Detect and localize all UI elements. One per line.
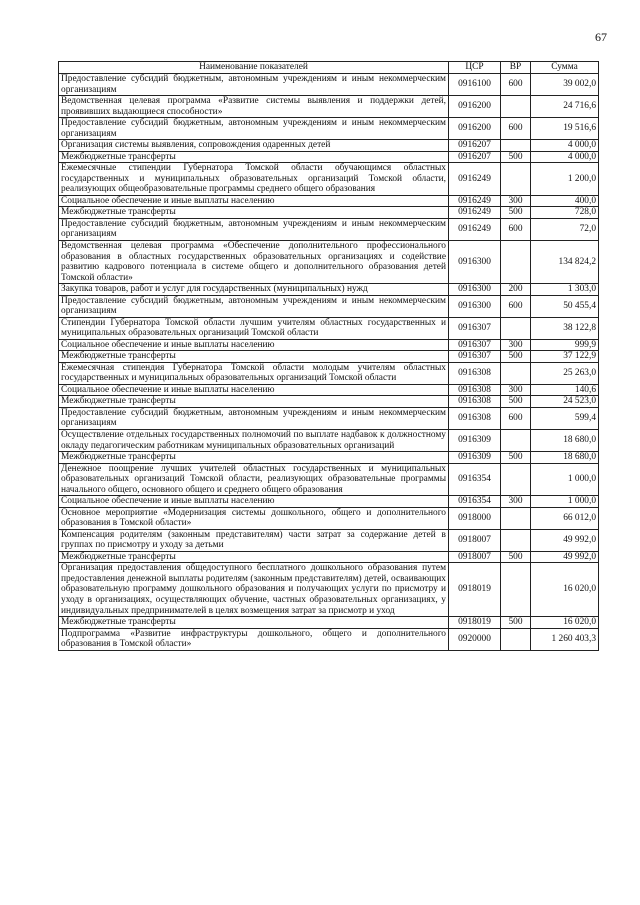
table-row (59, 628, 599, 650)
row-name-cell: Ежемесячные стипендии Губернатора Томской области обучающимся областных государственных и муниципальных образовательных организаций Томской области, реализующих общеобразовательные программы среднего общего образования (59, 163, 449, 196)
table-row (59, 529, 599, 551)
row-vr-cell (501, 563, 531, 617)
table-row (59, 362, 599, 384)
row-name-cell: Компенсация родителям (законным представителям) части затрат за содержание детей в группах по присмотру и уходу за детьми (59, 529, 449, 551)
row-vr-cell: 600 (501, 295, 531, 317)
row-name-cell: Межбюджетные трансферты (59, 207, 449, 219)
row-csr-cell: 0916307 (449, 351, 501, 363)
row-name-cell: Межбюджетные трансферты (59, 351, 449, 363)
row-csr-cell: 0918019 (449, 563, 501, 617)
row-name-cell: Ежемесячная стипендия Губернатора Томской области молодым учителям областных государственных и муниципальных образовательных организаций Томской области (59, 362, 449, 384)
table-row (59, 463, 599, 496)
row-name-cell: Межбюджетные трансферты (59, 396, 449, 408)
row-sum-cell: 140,6 (531, 384, 599, 396)
row-name-cell: Предоставление субсидий бюджетным, автономным учреждениям и иным некоммерческим организациям (59, 407, 449, 429)
row-vr-cell: 600 (501, 74, 531, 96)
table-row (59, 339, 599, 351)
row-csr-cell: 0920000 (449, 628, 501, 650)
row-name-cell: Межбюджетные трансферты (59, 617, 449, 629)
row-vr-cell: 500 (501, 151, 531, 163)
row-vr-cell: 300 (501, 339, 531, 351)
row-vr-cell: 500 (501, 396, 531, 408)
row-vr-cell (501, 529, 531, 551)
row-vr-cell: 500 (501, 207, 531, 219)
row-csr-cell: 0916300 (449, 240, 501, 283)
table-row (59, 507, 599, 529)
row-csr-cell: 0916308 (449, 362, 501, 384)
row-name-cell: Социальное обеспечение и иные выплаты населению (59, 195, 449, 207)
row-sum-cell: 24 716,6 (531, 96, 599, 118)
row-csr-cell: 0916207 (449, 151, 501, 163)
row-vr-cell: 600 (501, 118, 531, 140)
table-row (59, 195, 599, 207)
table-row (59, 151, 599, 163)
row-csr-cell: 0916308 (449, 396, 501, 408)
row-vr-cell (501, 463, 531, 496)
row-sum-cell: 134 824,2 (531, 240, 599, 283)
row-sum-cell: 1 200,0 (531, 163, 599, 196)
table-row (59, 407, 599, 429)
row-csr-cell: 0916309 (449, 452, 501, 464)
row-name-cell: Ведомственная целевая программа «Обеспечение дополнительного профессионального образования в областных государственных образовательных организациях и содействие развитию кадрового потенциала в системе общего и дополнительного образования детей Томской области» (59, 240, 449, 283)
row-sum-cell: 16 020,0 (531, 617, 599, 629)
row-vr-cell (501, 140, 531, 152)
table-header-row (59, 62, 599, 74)
row-name-cell: Межбюджетные трансферты (59, 452, 449, 464)
row-sum-cell: 1 260 403,3 (531, 628, 599, 650)
row-sum-cell: 400,0 (531, 195, 599, 207)
table-row (59, 563, 599, 617)
table-row (59, 74, 599, 96)
row-csr-cell: 0916309 (449, 430, 501, 452)
row-sum-cell: 25 263,0 (531, 362, 599, 384)
row-sum-cell: 4 000,0 (531, 151, 599, 163)
row-csr-cell: 0916307 (449, 339, 501, 351)
row-csr-cell: 0916200 (449, 118, 501, 140)
row-name-cell: Предоставление субсидий бюджетным, автономным учреждениям и иным некоммерческим организациям (59, 218, 449, 240)
row-sum-cell: 728,0 (531, 207, 599, 219)
table-row (59, 317, 599, 339)
row-vr-cell: 500 (501, 551, 531, 563)
row-csr-cell: 0918007 (449, 551, 501, 563)
row-vr-cell (501, 430, 531, 452)
row-name-cell: Основное мероприятие «Модернизация системы дошкольного, общего и дополнительного образования в Томской области» (59, 507, 449, 529)
row-sum-cell: 49 992,0 (531, 551, 599, 563)
column-header-sum: Сумма (531, 62, 599, 74)
row-sum-cell: 38 122,8 (531, 317, 599, 339)
row-name-cell: Осуществление отдельных государственных полномочий по выплате надбавок к должностному окладу педагогическим работникам муниципальных образовательных организаций (59, 430, 449, 452)
row-vr-cell: 600 (501, 218, 531, 240)
row-name-cell: Ведомственная целевая программа «Развитие системы выявления и поддержки детей, проявивших выдающиеся способности» (59, 96, 449, 118)
row-sum-cell: 599,4 (531, 407, 599, 429)
table-row (59, 284, 599, 296)
row-vr-cell: 200 (501, 284, 531, 296)
row-vr-cell: 300 (501, 384, 531, 396)
row-name-cell: Социальное обеспечение и иные выплаты населению (59, 339, 449, 351)
column-header-vr: ВР (501, 62, 531, 74)
row-vr-cell: 300 (501, 195, 531, 207)
row-name-cell: Денежное поощрение лучших учителей областных государственных и муниципальных образовательных организаций Томской области, реализующих образовательные программы начального общего, основного общего и среднего общего образования (59, 463, 449, 496)
table-row (59, 295, 599, 317)
table-row (59, 351, 599, 363)
row-sum-cell: 18 680,0 (531, 452, 599, 464)
row-csr-cell: 0916249 (449, 218, 501, 240)
row-name-cell: Социальное обеспечение и иные выплаты населению (59, 384, 449, 396)
budget-table (58, 61, 599, 651)
row-sum-cell: 66 012,0 (531, 507, 599, 529)
row-csr-cell: 0916249 (449, 207, 501, 219)
row-vr-cell (501, 96, 531, 118)
row-csr-cell: 0916308 (449, 407, 501, 429)
row-sum-cell: 1 303,0 (531, 284, 599, 296)
table-row (59, 140, 599, 152)
row-vr-cell (501, 628, 531, 650)
row-sum-cell: 24 523,0 (531, 396, 599, 408)
table-row (59, 496, 599, 508)
row-csr-cell: 0916354 (449, 463, 501, 496)
row-vr-cell: 300 (501, 496, 531, 508)
table-row (59, 396, 599, 408)
row-vr-cell: 500 (501, 351, 531, 363)
column-header-csr: ЦСР (449, 62, 501, 74)
table-row (59, 240, 599, 283)
row-name-cell: Предоставление субсидий бюджетным, автономным учреждениям и иным некоммерческим организациям (59, 295, 449, 317)
row-vr-cell (501, 507, 531, 529)
row-sum-cell: 72,0 (531, 218, 599, 240)
row-vr-cell: 500 (501, 617, 531, 629)
row-sum-cell: 1 000,0 (531, 496, 599, 508)
table-row (59, 452, 599, 464)
table-row (59, 218, 599, 240)
row-vr-cell (501, 240, 531, 283)
row-csr-cell: 0918019 (449, 617, 501, 629)
column-header-name: Наименование показателей (59, 62, 449, 74)
row-csr-cell: 0916249 (449, 195, 501, 207)
row-vr-cell (501, 317, 531, 339)
row-sum-cell: 999,9 (531, 339, 599, 351)
row-vr-cell: 500 (501, 452, 531, 464)
row-vr-cell: 600 (501, 407, 531, 429)
row-sum-cell: 50 455,4 (531, 295, 599, 317)
table-row (59, 384, 599, 396)
table-row (59, 551, 599, 563)
row-name-cell: Организация предоставления общедоступного бесплатного дошкольного образования путем предоставления денежной выплаты родителям (законным представителям) детей, осваивающих образовательную программу дошкольного образования и получающих услуги по присмотру и уходу в организациях, осуществляющих обучение, частных образовательных организациях, у индивидуальных предпринимателей в целях возмещения затрат за присмотр и уход (59, 563, 449, 617)
table-row (59, 207, 599, 219)
row-name-cell: Социальное обеспечение и иные выплаты населению (59, 496, 449, 508)
row-vr-cell (501, 362, 531, 384)
row-csr-cell: 0916354 (449, 496, 501, 508)
table-row (59, 617, 599, 629)
row-name-cell: Предоставление субсидий бюджетным, автономным учреждениям и иным некоммерческим организациям (59, 74, 449, 96)
row-csr-cell: 0918007 (449, 529, 501, 551)
row-sum-cell: 18 680,0 (531, 430, 599, 452)
row-csr-cell: 0916200 (449, 96, 501, 118)
row-csr-cell: 0916307 (449, 317, 501, 339)
table-row (59, 118, 599, 140)
page-number: 67 (595, 30, 607, 44)
row-csr-cell: 0916249 (449, 163, 501, 196)
row-sum-cell: 37 122,9 (531, 351, 599, 363)
row-name-cell: Межбюджетные трансферты (59, 551, 449, 563)
row-sum-cell: 39 002,0 (531, 74, 599, 96)
row-sum-cell: 49 992,0 (531, 529, 599, 551)
row-csr-cell: 0916300 (449, 284, 501, 296)
row-csr-cell: 0916300 (449, 295, 501, 317)
row-vr-cell (501, 163, 531, 196)
row-name-cell: Стипендии Губернатора Томской области лучшим учителям областных государственных и муниципальных образовательных организаций Томской области (59, 317, 449, 339)
row-csr-cell: 0916308 (449, 384, 501, 396)
row-csr-cell: 0916207 (449, 140, 501, 152)
row-name-cell: Закупка товаров, работ и услуг для государственных (муниципальных) нужд (59, 284, 449, 296)
row-name-cell: Подпрограмма «Развитие инфраструктуры дошкольного, общего и дополнительного образования в Томской области» (59, 628, 449, 650)
row-name-cell: Организация системы выявления, сопровождения одаренных детей (59, 140, 449, 152)
row-name-cell: Предоставление субсидий бюджетным, автономным учреждениям и иным некоммерческим организациям (59, 118, 449, 140)
table-row (59, 96, 599, 118)
table-row (59, 430, 599, 452)
row-csr-cell: 0918000 (449, 507, 501, 529)
table-row (59, 163, 599, 196)
row-name-cell: Межбюджетные трансферты (59, 151, 449, 163)
row-sum-cell: 16 020,0 (531, 563, 599, 617)
row-sum-cell: 19 516,6 (531, 118, 599, 140)
row-csr-cell: 0916100 (449, 74, 501, 96)
row-sum-cell: 4 000,0 (531, 140, 599, 152)
row-sum-cell: 1 000,0 (531, 463, 599, 496)
